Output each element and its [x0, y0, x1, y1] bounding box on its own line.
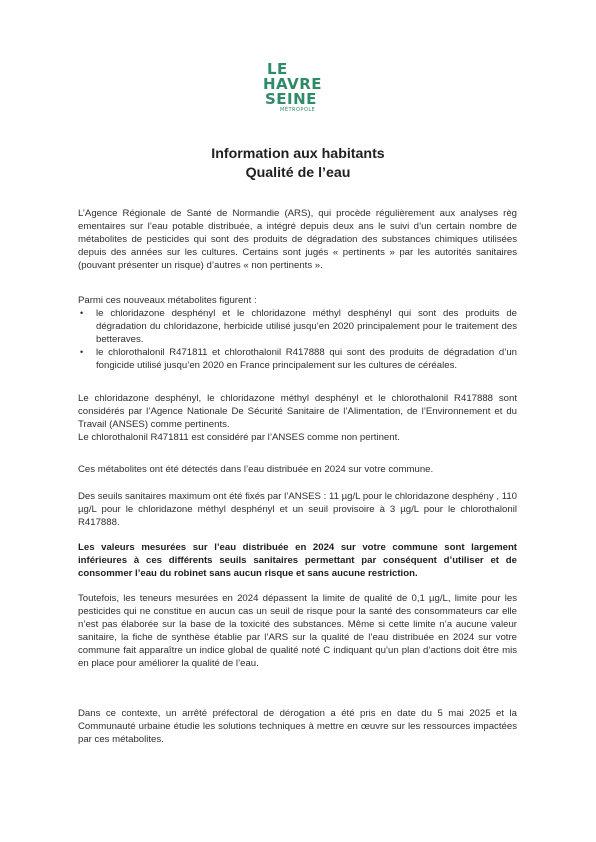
- paragraph-anses-classification: [78, 392, 517, 444]
- paragraph-metabolites-list: [78, 294, 517, 373]
- list-item-text: le chlorothalonil R471811 et chlorothalonil R417888 qui sont des produits de dégradation d’un fongicide utilisé jusqu’en 2020 en France principalement sur les cultures de céréales.: [96, 347, 517, 372]
- paragraph-detection: Ces métabolites ont été détectés dans l’eau distribuée en 2024 sur votre commune.: [78, 464, 434, 475]
- logo-line-2: HAVRE: [263, 75, 323, 93]
- logo-subtitle: MÉTROPOLE: [280, 107, 316, 113]
- bullet-icon: •: [80, 347, 84, 358]
- logo-line-3: SEINE: [265, 90, 317, 108]
- bullet-icon: •: [80, 308, 84, 319]
- paragraph-safety-statement: Les valeurs mesurées sur l’eau distribuée en 2024 sur votre commune sont largement inférieures à ces différents seuils sanitaires permettant par conséquent d’utiliser et de consommer l’eau du robinet sans aucun risque et sans aucune restriction.: [78, 542, 517, 580]
- paragraph-ars-intro: L’Agence Régionale de Santé de Normandie (ARS), qui procède régulièrement aux analyses règ ementaires sur l’eau potable distribuée, a intégré depuis deux ans le suivi d’un certain nombre de métabolites de pesticides qui sont des produits de dégradation des substances chimiques utilisées depuis des années sur les cultures. Certains sont jugés « pertinents » par les autorités sanitaires (pouvant présenter un risque) d’autres « non pertinents ».: [78, 208, 517, 272]
- metabolite-list: [78, 307, 517, 372]
- document-subtitle: Qualité de l’eau: [245, 165, 351, 181]
- paragraph-derogation: Dans ce contexte, un arrêté préfectoral de dérogation a été pris en date du 5 mai 2025 et la Communauté urbaine étudie les solutions techniques à mettre en œuvre sur les ressources impactées par ces métabolites.: [78, 708, 517, 746]
- le-havre-seine-metropole-logo: [263, 62, 343, 114]
- paragraph-quality-limit: Toutefois, les teneurs mesurées en 2024 dépassent la limite de qualité de 0,1 µg/L, limite pour les pesticides qui ne constitue en aucun cas un seuil de risque pour la santé des consommateurs car elle n’est pas élaborée sur la base de la toxicité des substances. Même si cette limite n’a aucune valeur sanitaire, la fiche de synthèse établie par l’ARS sur la qualité de l’eau distribuée en 2024 sur votre commune fait apparaître un indice global de qualité noté C indiquant qu’un plan d’actions doit être mis en place pour améliorer la qualité de l’eau.: [78, 593, 517, 670]
- paragraph-thresholds: Des seuils sanitaires maximum ont été fixés par l’ANSES : 11 µg/L pour le chloridazone desphény , 110 µg/L pour le chloridazone méthyl desphényl et un seuil provisoire à 3 µg/L pour le chlorothalonil R417888.: [78, 491, 517, 529]
- logo-line-1: LE: [267, 60, 288, 78]
- list-item: [78, 307, 517, 346]
- list-intro: Parmi ces nouveaux métabolites figurent :: [78, 295, 257, 306]
- anses-non-pertinent-text: Le chlorothalonil R471811 est considéré par l’ANSES comme non pertinent.: [78, 432, 400, 444]
- list-item-text: le chloridazone desphényl et le chloridazone méthyl desphényl qui sont des produits de dégradation du chloridazone, herbicide utilisé jusqu’en 2020 principalement pour le traitement des betteraves.: [96, 308, 517, 346]
- list-item: [78, 346, 517, 372]
- anses-pertinent-text: Le chloridazone desphényl, le chloridazone méthyl desphényl et le chlorothalonil R417888 sont considérés par l’Agence Nationale De Sécurité Sanitaire de l’Alimentation, de l’Environnement et du Travail (ANSES) comme pertinents.: [78, 393, 517, 431]
- document-title: Information aux habitants: [211, 146, 385, 162]
